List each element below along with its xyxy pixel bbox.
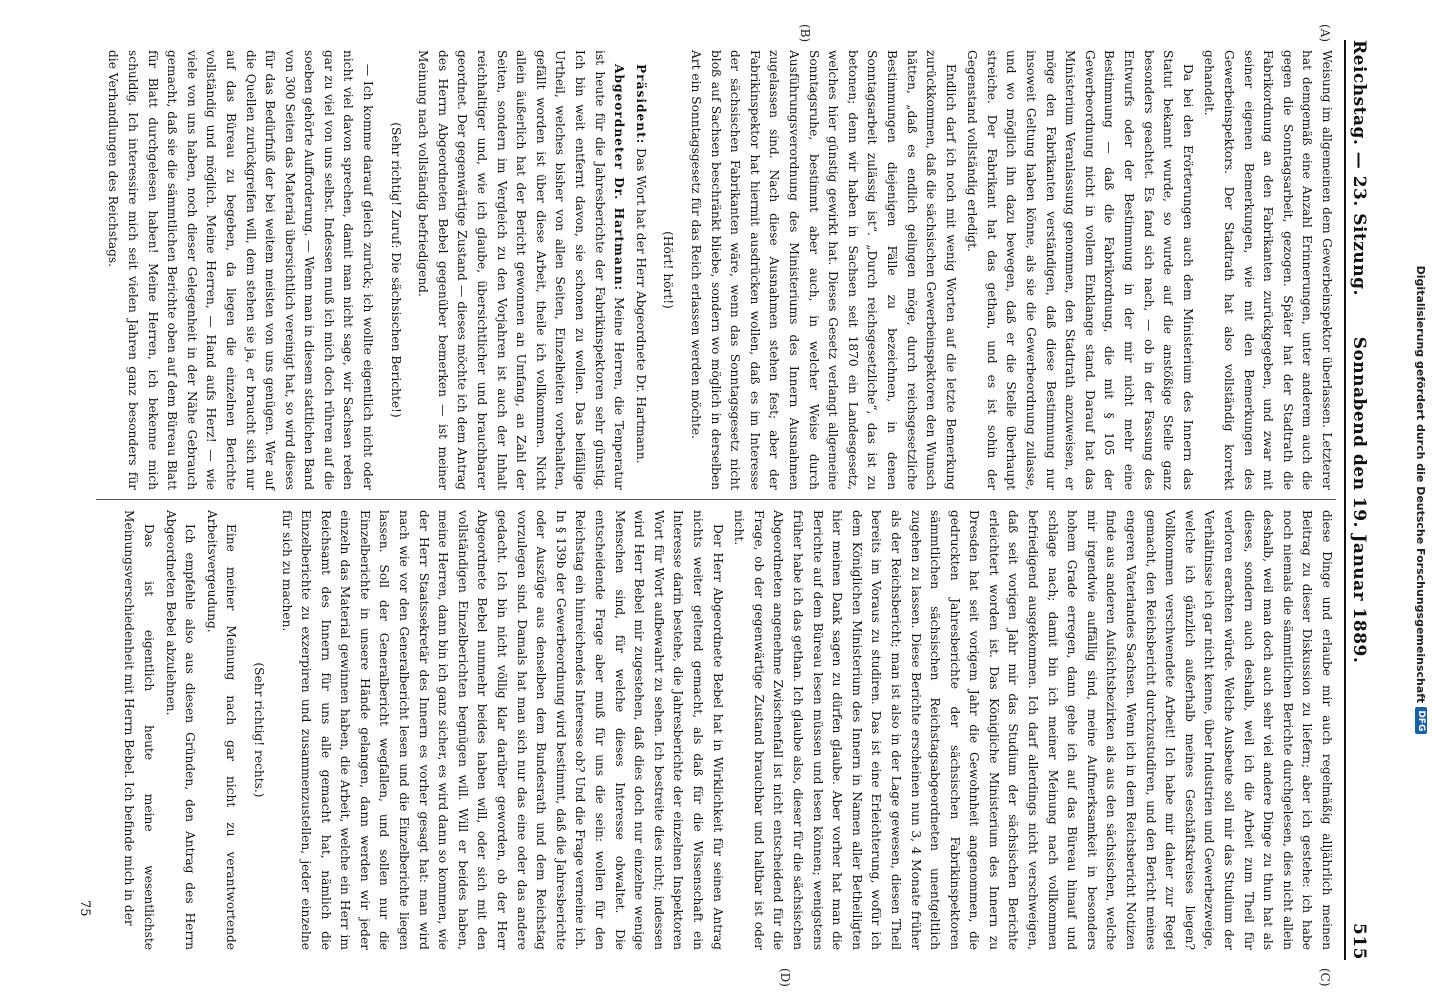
signature-mark: 75	[77, 900, 92, 917]
margin-mark-b: (B)	[798, 24, 812, 43]
left-column	[101, 50, 1336, 490]
left-paragraph: Endlich darf ich noch mit wenig Worten auf die letzte Bemerkung zurückkommen, daß die sächsischen Gewerbeinspektoren den Wunsch hätten, „daß es endlich gelingen möge, durch reichsgesetzliche Bestimmungen diejenigen Fälle zu bezeichnen, in denen Sonntagsarbeit zulässig ist“. „Durch reichsgesetzliche“, das ist zu betonen; denn wir haben in Sachsen seit 1870 ein Landesgesetz, welches hier günstig gewirkt hat. Dieses Gesetz verlangt allgemeine Sonntagsruhe, bestimmt aber auch, in welcher Weise durch Ausführungsverordnung des Ministeriums des Innern Ausnahmen zugelassen sind. Nach diese Ausnahmen stehen fest; aber der Fabrikinspektor hat hiermit ausdrücken wollen, daß es im Interesse der sächsischen Fabrikanten wäre, wenn das Sonntagsgesetz nicht bloß auf Sachsen beschränkt bliebe, sondern wo möglich in derselben Art ein Sonntagsgesetz für das Reich erlassen werden möchte.	[689, 50, 958, 490]
interjection: (Sehr richtig! Zuruf: Die sächsischen Berichte!)	[388, 122, 403, 418]
page-header	[1344, 40, 1374, 960]
left-paragraph: — Ich komme darauf gleich zurück; ich wollte eigentlich nicht oder nicht viel davon sprechen, damit man nicht sage, wir Sachsen reden gar zu viel von uns selbst. Indessen muß ich mich doch rühren auf die soeben gehörte Aufforderung. — Wenn man in diesem stattlichen Band von 300 Seiten das Material übersichtlich vereinigt hat, so wird dieses für das Bedürfniß der bei weitem meisten von uns genügen. Wer auf die Quellen zurückgreifen will, dem stehen sie ja, er braucht sich nur auf das Büreau zu begeben, da liegen die einzelnen Berichte vollständig und möglich. Meine Herren, — Hand aufs Herz! — wie viele von uns haben, noch dieser Gelegenheit in der Nähe Gebrauch gemacht, daß sie die sämmtlichen Berichte oben auf dem Büreau Blatt für Blatt durchgelesen haben! Meine Herren, ich bekenne mich schuldig. Ich interessire mich seit vielen Jahren ganz besonders für die Verhandlungen des Reichstags.	[106, 50, 376, 490]
left-paragraph: Weisung im allgemeinen dem Gewerbeinspektor überlassen. Letzterer hat demgemäß eine Anzahl Erinnerungen, unter anderem auch die gegen die Sonntagsarbeit, gezogen. Später hat der Stadtrath die Fabrikordnung an den Fabrikanten zurückgegeben, und zwar mit seiner eigenen Bemerkungen, wie mit den Bemerkungen des Gewerbeinspektors. Der Stadtrath hat also vollständig korrekt gehandelt.	[1202, 50, 1334, 490]
margin-mark-d: (D)	[778, 968, 792, 987]
column-divider	[96, 499, 1336, 500]
page-number: 515	[1349, 923, 1369, 960]
dfg-badge: DFG	[1415, 707, 1427, 734]
right-paragraph: Der Herr Abgeordnete Bebel hat in Wirklichkeit für seinen Antrag nichts weiter geltend gemacht, als daß für die Wissenschaft ein Interesse darin bestehe, die Jahresberichte der einzelnen Inspektoren Wort für Wort aufbewahrt zu sehen. Ich bestreite dies nicht; indessen wird Herr Bebel mir zugestehen, daß dies doch nur einzelne wenige Menschen sind, für welche dieses Interesse obwaltet. Die entscheidende Frage aber muß für uns die sein: wollen für den Reichstag ein hinreichendes Interesse ob? Und die Frage verneine ich. In § 139b der Gewerbeordnung wird bestimmt, daß die Jahresberichte oder Auszüge aus denselben dem Bundesrath und dem Reichstag vorzulegen sind. Damals hat man sich nur das eine oder das andere gedacht. Ich bin nicht völlig klar darüber geworden, ob der Herr Abgeordnete Bebel nunmehr beides haben will, oder sich mit den vollständigen Einzelberichten begnügen will. Will er beides haben, meine Herren, dann bin ich ganz sicher, es wird dann so kommen, wie der Herr Staatssekretär des Innern es vorher gesagt hat: man wird nach wie vor den Generalbericht lesen und die Einzelberichte liegen lassen. Soll der Generalbericht wegfallen, und sollen nur die Einzelberichte in unsere Hände gelangen, dann werden wir jeder einzeln das Material gewinnen haben, die Arbeit, welche ein Herr im Reichsamt des Innern für uns alle gemacht hat, nämlich die Einzelberichte zu exzerpiren und zusammenzustellen, jeder einzelne für sich zu machen.	[279, 510, 725, 950]
header-session: Reichstag. — 23. Sitzung.	[1349, 40, 1369, 296]
hartmann-text: Meine Herren, die Tenperatur ist heute für die Jahresberichte der Fabrikinspektoren sehr günstig. Ich bin weit entfernt davon, sie schonen zu wollen. Das beifällige Urtheil, welches bisher von allen Seiten, Einzelheiten vorbehalten, gefällt worden ist über diese Arbeit, theile ich vollkommen. Nicht allein äußerlich hat der Bericht gewonnen an Umfang, an Zahl der Seiten, sondern im Vergleich zu den Vorjahren ist auch der Inhalt reichhaltiger und, wie ich glaube, übersichtlicher und brauchbarer geordnet. Der gegenwärtige Zustand — dieses möchte ich dem Antrag des Herrn Abgeordneten Bebel gegenüber bemerken — ist meiner Meinung nach vollständig befriedigend.	[416, 50, 627, 490]
president-text: Das Wort hat der Herr Abgeordnete Dr. Hartmann.	[633, 148, 648, 464]
interjection: (Hört! hört!)	[661, 231, 676, 309]
right-paragraph: Eine meiner Meinung nach gar nicht zu verantwortende Arbeitsvergeudung.	[204, 510, 239, 950]
header-date: Sonnabend den 19. Januar 1889.	[1349, 336, 1369, 664]
digitization-credit	[1410, 0, 1432, 1000]
speaker-label: Präsident:	[633, 64, 648, 145]
right-paragraph: Ich empfehle also aus diesen Gründen, den Antrag des Herrn Abgeordneten Bebel abzulehnen.	[163, 510, 198, 950]
speaker-label: Abgeordneter Dr. Hartmann:	[612, 64, 627, 292]
left-paragraph: Da bei den Erörterungen auch dem Ministerium des Innern das Statut bekannt wurde, so wurde auf die anstößige Stelle ganz besonders geachtet. Es fand sich nach, — ob in der Fassung des Entwurfs oder der Bestimmung in der mir nicht mehr eine Bestimmung — daß die Fabrikordnung, die mit § 105 der Gewerbeordnung nicht in vollem Einklange stand. Darauf hat das Ministerium Veranlassung genommen, den Stadtrath anzuweisen, er möge den Fabrikanten verständigen, daß diese Bestimmung nur insoweit Geltung haben könne, als sie die Gewerbeordnung zulasse, und wo möglich ihn dazu bewegen, daß er die Stelle überhaupt streiche. Der Fabrikant hat das gethan, und es ist sohin der Gegenstand vollständig erledigt.	[965, 50, 1195, 490]
margin-mark-c: (C)	[1318, 968, 1332, 987]
interjection: (Sehr richtig! rechts.)	[251, 662, 266, 798]
right-paragraph: Das ist eigentlich heute meine wesentlichste Meinungsverschiedenheit mit Herrn Bebel. Ich befinde mich in der	[122, 510, 156, 950]
right-paragraph: diese Dinge und erlaube mir auch regelmäßig alljährlich meinen Beitrag zu dieser Diskussion zu liefern; aber ich gestehe: ich habe noch niemals die sämmtlichen Berichte durchgelesen, dies nicht allein deshalb, weil man doch auch sehr viel andere Dinge zu thun hat als dieses, sondern auch deshalb, weil ich die Arbeit zum Theil für verloren erachten würde. Welche Ausbeute soll mir das Studium der Verhältnisse ich gar nicht kenne, über Industrien und Gewerbezweige, welche ich gänzlich außerhalb meines Geschäftskreises liegen? Vollkommen verschwendete Arbeit! Ich habe mir daher zur Regel gemacht, den Reichsbericht durchzustudiren, und den Bericht meines engeren Vaterlandes Sachsen. Wenn ich in dem Reichsbericht Notizen finde aus anderen Aufsichtsbezirken als aus den sächsischen, welche mir irgendwie auffällig sind, meine Aufmerksamkeit in besonders hohem Grade erregen, dann gehe ich auf das Büreau hinauf und schlage nach; damit bin ich meiner Meinung nach vollkommen befriedigend ausgekommen. Ich darf allerdings nicht verschweigen, daß seit vorigen Jahr mir das Studium der sächsischen Berichte erleichtert worden ist. Das Königliche Ministerium des Innern zu Dresden hat seit vorigem Jahr die Gewohnheit angenommen, die gedruckten Jahresberichte der sächsischen Fabrikinspektoren sämmtlichen sächsischen Reichstagsabgeordneten unentgeltlich zugehen zu lassen. Diese Berichte erscheinen nun 3, 4 Monate früher als der Reichsbericht; man ist also in der Lage gewesen, diesen Theil bereits im Voraus zu studiren. Das ist eine Erleichterung, wofür ich dem Königlichen Ministerium des Innern in Namen aller Betheiligten hier meinen Dank sagen zu dürfen glaube. Aber vorher hat man die Berichte auf dem Büreau lesen müssen und lesen können; wenigstens früher habe ich das gethan. Ich glaube also, dieser für die sächsischen Abgeordneten angenehme Zwischenfall ist nicht entscheidend für die Frage, ob der gegenwärtige Zustand brauchbar und haltbar ist oder nicht.	[732, 510, 1334, 950]
credit-text: Digitalisierung gefördert durch die Deutsche Forschungsgemeinschaft	[1414, 265, 1428, 704]
right-column	[117, 510, 1336, 950]
hartmann-paragraph	[413, 50, 629, 490]
margin-mark-a: (A)	[1318, 24, 1332, 43]
president-paragraph	[630, 50, 650, 490]
